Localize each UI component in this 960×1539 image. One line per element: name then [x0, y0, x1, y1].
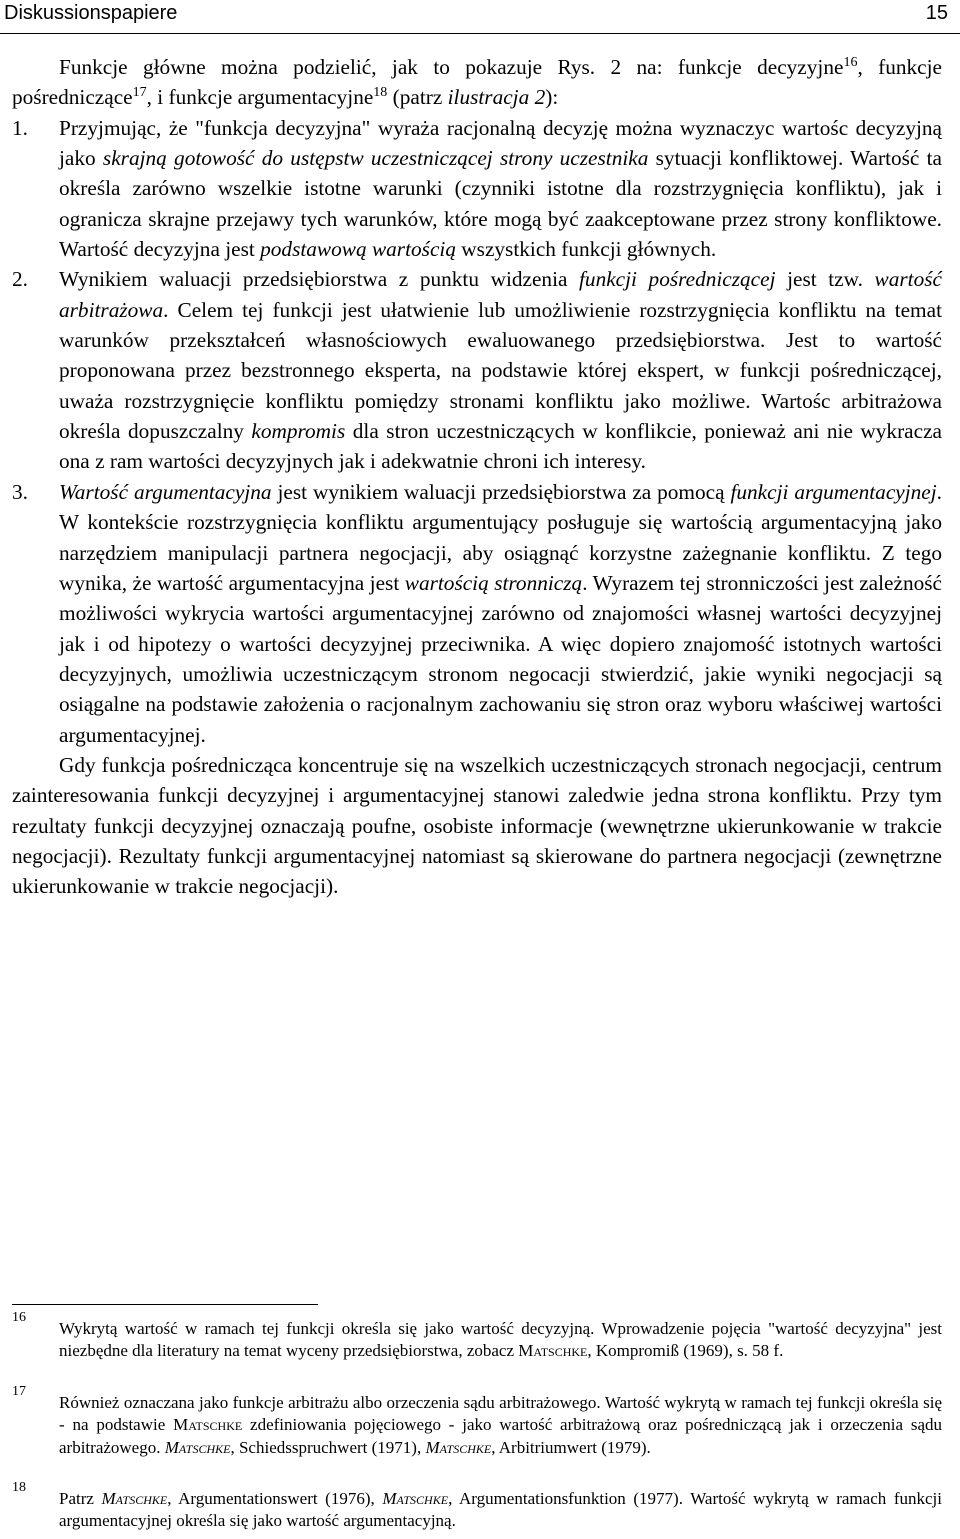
emphasis: kompromis	[251, 419, 346, 444]
page-number: 15	[925, 2, 948, 24]
page-header	[0, 0, 960, 34]
author-name: Matschke	[382, 1489, 449, 1508]
footnote-text	[59, 1488, 942, 1533]
author-name: Matschke	[518, 1341, 588, 1361]
text-run: , Schiedsspruchwert (1971),	[230, 1437, 426, 1457]
author-name: Matschke	[101, 1489, 168, 1508]
footnote-number: 17	[12, 1384, 26, 1399]
list-item-2	[12, 264, 942, 476]
figure-reference: ilustracja 2	[447, 85, 546, 110]
footnote-18	[12, 1480, 942, 1533]
footnote-text	[59, 1392, 942, 1459]
text-run: Wynikiem waluacji przedsiębiorstwa z punktu widzenia	[59, 267, 580, 292]
footnote-separator	[12, 1304, 318, 1305]
text-run: zdefiniowania pojęciowego - jako wartość arbitrażową oraz pośredniczącą jak i orzeczenia sądu arbitrażowego.	[59, 1415, 943, 1457]
author-name: Matschke	[164, 1437, 231, 1457]
intro-text: , funkcje pośredniczące	[12, 55, 942, 110]
list-item-text	[59, 477, 942, 750]
emphasis: podstawową wartością	[260, 237, 456, 262]
footnote-number: 16	[12, 1310, 26, 1325]
intro-text: ):	[545, 85, 559, 110]
closing-paragraph: Gdy funkcja pośrednicząca koncentruje się na wszelkich uczestniczących stronach negocjacji, centrum zainteresowania funkcji decyzyjnej i argumentacyjnej stanowi zaledwie jedna strona konfliktu. Przy tym rezultaty funkcji decyzyjnej oznaczają poufne, osobiste informacje (wewnętrzne ukierunkowanie w trakcie negocjacji). Rezultaty funkcji argumentacyjnej natomiast są skierowane do partnera negocjacji (zewnętrzne ukierunkowanie w trakcie negocjacji).	[12, 752, 942, 899]
footnote-text	[59, 1318, 942, 1363]
intro-text: (patrz	[387, 85, 448, 110]
text-run: Przyjmując, że "funkcja decyzyjna" wyraża racjonalną decyzję można wyznaczyc wartośc decyzyjną jako	[59, 115, 942, 171]
text-run: Patrz	[59, 1489, 102, 1508]
footnote-ref-17[interactable]: 17	[132, 85, 147, 101]
text-run: wszystkich funkcji głównych.	[455, 237, 717, 262]
text-run: Również oznaczana jako funkcje arbitrażu albo orzeczenia sądu arbitrażowego. Wartość wykrytą w ramach tej funkcji określa się - na podstawie	[59, 1393, 942, 1435]
emphasis: skrajną gotowość do ustępstw uczestniczącej strony uczestnika	[102, 146, 649, 171]
text-run: Wykrytą wartość w ramach tej funkcji określa się jako wartość decyzyjną. Wprowadzenie pojęcia "wartość decyzyjna" jest niezbędne dla literatury na temat wyceny przedsiębiorstwa, zobacz	[59, 1319, 942, 1361]
text-run: jest wynikiem waluacji przedsiębiorstwa za pomocą	[271, 479, 731, 504]
footnote-17	[12, 1384, 943, 1459]
list-item-text	[59, 264, 942, 476]
list-item-1	[12, 113, 942, 265]
text-run: sytuacji konfliktowej. Wartość ta określa zarówno wszelkie istotne warunki (czynniki istotne dla rozstrzygnięcia konfliktu), jak i ogranicza skrajne przejawy tych warunków, które mogą być zaakceptowane przez strony konfliktowe. Wartość decyzyjna jest	[59, 146, 942, 262]
text-run: , Arbitriumwert (1979).	[491, 1437, 651, 1457]
text-run: dla stron uczestniczących w konflikcie, ponieważ ani nie wykracza ona z ram wartości decyzyjnych jak i adekwatnie chroni ich interesy.	[59, 419, 942, 474]
list-item-text	[59, 113, 942, 265]
intro-text: Funkcje główne można podzielić, jak to pokazuje Rys. 2 na: funkcje decyzyjne	[59, 55, 844, 79]
emphasis: funkcji argumentacyjnej	[730, 479, 937, 504]
text-run: . Celem tej funkcji jest ułatwienie lub umożliwienie rozstrzygnięcia konfliktu na temat warunków przekształceń własnościowych ewaluowanego przedsiębiorstwa. Jest to wartość proponowana przez bezstronnego eksperta, na podstawie której ekspert, w funkcji pośredniczącej, uważa rozstrzygnięcie konfliktu pomiędzy stronami konfliktu jako możliwe. Wartośc arbitrażowa określa dopuszczalny	[59, 297, 942, 444]
list-number: 2.	[12, 267, 28, 292]
emphasis: funkcji pośredniczącej	[579, 267, 776, 292]
text-run: jest tzw.	[775, 267, 875, 292]
footnote-number: 18	[12, 1480, 26, 1495]
text-run: . Wyrazem tej stronniczości jest zależność możliwości wykrycia wartości argumentacyjnej zarówno od znajomości własnej wartości decyzyjnej jak i od hipotezy o wartości decyzyjnej przeciwnika. A więc dopiero znajomość istotnych wartości decyzyjnych, umożliwia uczestniczącym stronom negocacji stwierdzić, jakie wyniki negocjacji są osiągalne na podstawie założenia o racjonalnym zachowaniu się stron oraz wyboru właściwej wartości argumentacyjnej.	[59, 570, 942, 747]
footnote-ref-16[interactable]: 16	[843, 55, 858, 70]
body-text	[12, 52, 942, 902]
author-name: Matschke	[425, 1437, 492, 1457]
running-title: Diskussionspapiere	[4, 2, 178, 24]
intro-text: , i funkcje argumentacyjne	[146, 85, 374, 110]
emphasis: wartość arbitrażowa	[59, 267, 942, 322]
footnote-16	[12, 1310, 942, 1363]
text-run: , Argumentationsfunktion (1977). Wartość wykrytą w ramach funkcji argumentacyjnej określa się jako wartość argumentacyjną.	[59, 1489, 942, 1531]
author-name: Matschke	[173, 1415, 243, 1435]
emphasis: Wartość argumentacyjna	[59, 479, 272, 504]
text-run: , Argumentationswert (1976),	[167, 1489, 383, 1508]
footnote-ref-18[interactable]: 18	[373, 85, 388, 101]
text-run: . W kontekście rozstrzygnięcia konfliktu argumentujący posługuje się wartością argumentacyjną jako narzędziem manipulacji partnera negocjacji, aby osiągnąć korzystne zażegnanie konfliktu. Z tego wynika, że wartość argumentacyjna jest	[59, 479, 942, 595]
list-item-3	[12, 477, 942, 750]
emphasis: wartością stronniczą	[404, 570, 583, 595]
intro-paragraph	[12, 52, 942, 113]
list-number: 1.	[12, 115, 28, 140]
text-run: , Kompromiß (1969), s. 58 f.	[587, 1341, 784, 1361]
list-number: 3.	[12, 479, 28, 504]
